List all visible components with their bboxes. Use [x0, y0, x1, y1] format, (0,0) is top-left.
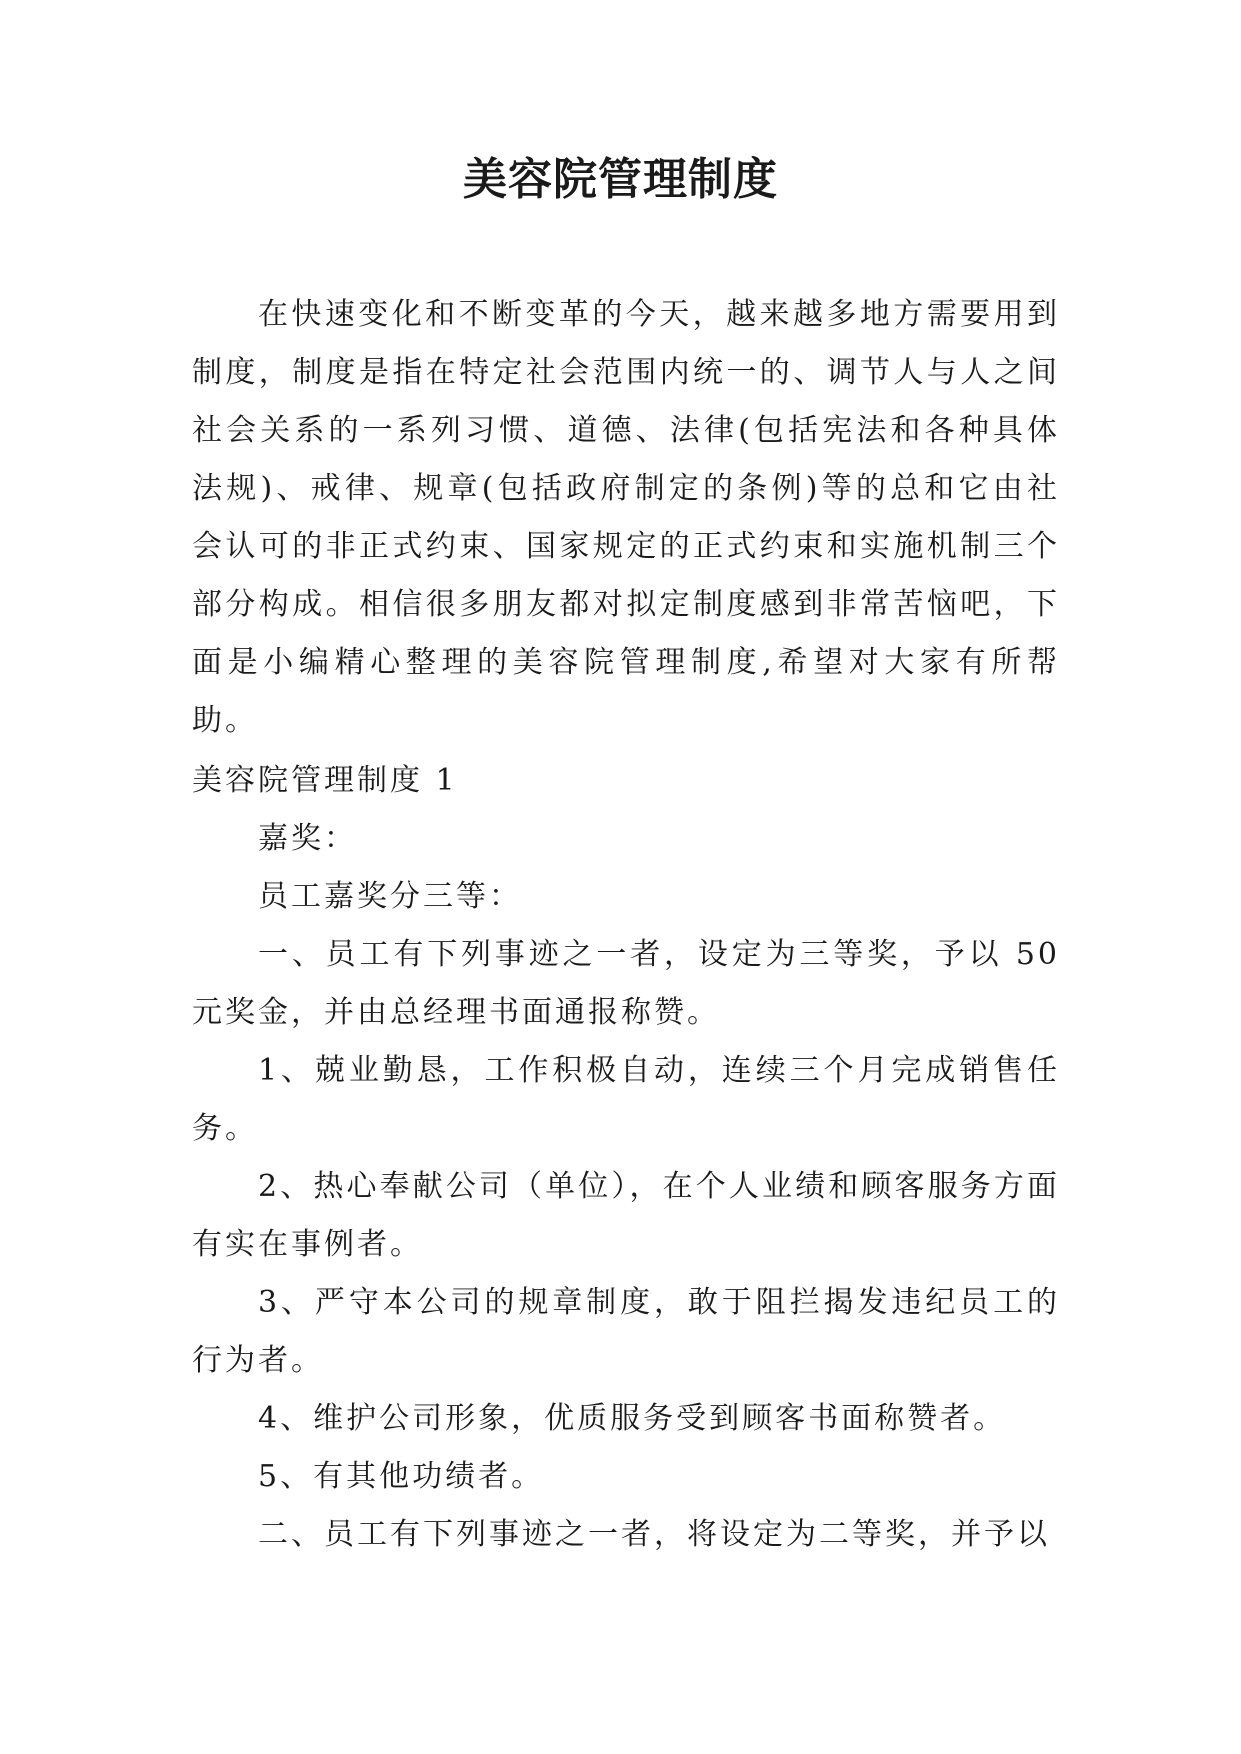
- intro-paragraph: 在快速变化和不断变革的今天，越来越多地方需要用到制度，制度是指在特定社会范围内统一的、调节人与人之间社会关系的一系列习惯、道德、法律(包括宪法和各种具体法规)、戒律、规章(包括政府制定的条例)等的总和它由社会认可的非正式约束、国家规定的正式约束和实施机制三个部分构成。相信很多朋友都对拟定制度感到非常苦恼吧，下面是小编精心整理的美容院管理制度,希望对大家有所帮助。: [192, 297, 1060, 738]
- paragraph: 嘉奖：: [258, 821, 357, 856]
- paragraph: 二、员工有下列事迹之一者，将设定为二等奖，并予以: [258, 1517, 1050, 1552]
- section-body: [192, 752, 1060, 1564]
- paragraph: 5、有其他功绩者。: [258, 1459, 545, 1494]
- paragraph: 1、兢业勤恳，工作积极自动，连续三个月完成销售任务。: [192, 1053, 1060, 1146]
- section-title: 美容院管理制度 1: [192, 763, 458, 798]
- paragraph: 员工嘉奖分三等：: [258, 879, 522, 914]
- paragraph: 3、严守本公司的规章制度，敢于阻拦揭发违纪员工的行为者。: [192, 1285, 1060, 1378]
- paragraph: 一、员工有下列事迹之一者，设定为三等奖，予以 50元奖金，并由总经理书面通报称赞。: [192, 937, 1060, 1030]
- paragraph: 4、维护公司形象，优质服务受到顾客书面称赞者。: [258, 1401, 1007, 1436]
- document-title: 美容院管理制度: [463, 154, 778, 205]
- paragraph: 2、热心奉献公司（单位），在个人业绩和顾客服务方面有实在事例者。: [192, 1169, 1060, 1262]
